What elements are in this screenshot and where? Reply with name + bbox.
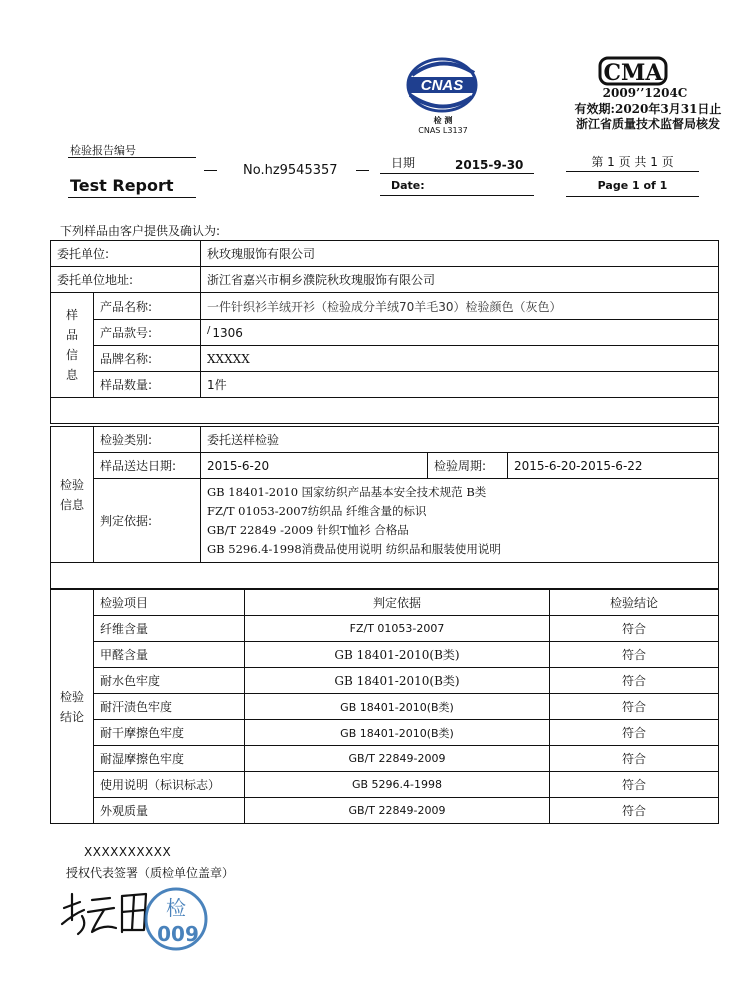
table-row bbox=[51, 267, 719, 293]
results-table bbox=[50, 589, 719, 824]
client-address-value: 浙江省嘉兴市桐乡濮院秋玫瑰服饰有限公司 bbox=[201, 267, 719, 293]
divider bbox=[204, 170, 217, 171]
table-row bbox=[51, 372, 719, 398]
table-row bbox=[51, 427, 719, 453]
arrival-date-label: 样品送达日期: bbox=[94, 453, 201, 479]
divider bbox=[566, 171, 699, 172]
table-row bbox=[51, 720, 719, 746]
signatory-name: XXXXXXXXXX bbox=[84, 845, 172, 859]
result-basis: FZ/T 01053-2007 bbox=[245, 616, 550, 642]
page-indicator-cn: 第 1 页 共 1 页 bbox=[591, 155, 674, 169]
basis-line: GB/T 22849 -2009 针织T恤衫 合格品 bbox=[207, 522, 409, 537]
svg-text:CMA: CMA bbox=[603, 60, 663, 86]
result-item: 甲醛含量 bbox=[94, 642, 245, 668]
divider bbox=[356, 170, 369, 171]
client-sample-table bbox=[50, 240, 719, 424]
period-label: 检验周期: bbox=[428, 453, 508, 479]
result-basis: GB/T 22849-2009 bbox=[245, 798, 550, 824]
period-value: 2015-6-20-2015-6-22 bbox=[508, 453, 719, 479]
product-name-label: 产品名称: bbox=[94, 293, 201, 320]
client-unit-value: 秋玫瑰服饰有限公司 bbox=[201, 241, 719, 267]
result-item: 使用说明（标识标志） bbox=[94, 772, 245, 798]
cma-valid-until: 有效期:2020年3月31日止 bbox=[574, 102, 722, 116]
table-header-row bbox=[51, 590, 719, 616]
results-section-label: 检验结论 bbox=[59, 689, 84, 724]
basis-line: FZ/T 01053-2007纺织品 纤维含量的标识 bbox=[207, 503, 427, 518]
inspection-type-value: 委托送样检验 bbox=[201, 427, 719, 453]
divider bbox=[380, 195, 534, 196]
divider bbox=[566, 196, 699, 197]
report-title: Test Report bbox=[70, 176, 174, 195]
basis-line: GB 5296.4-1998消费品使用说明 纺织品和服装使用说明 bbox=[207, 541, 501, 556]
result-basis: GB 18401-2010(B类) bbox=[245, 668, 550, 694]
date-label-en: Date: bbox=[391, 179, 425, 192]
result-basis: GB 18401-2010(B类) bbox=[245, 642, 550, 668]
column-header-result: 检验结论 bbox=[550, 590, 719, 616]
cnas-code: CNAS L3137 bbox=[418, 126, 468, 135]
table-row bbox=[51, 798, 719, 824]
sample-section-label: 样品信息 bbox=[65, 308, 78, 382]
result-basis: GB 5296.4-1998 bbox=[245, 772, 550, 798]
result-value: 符合 bbox=[550, 720, 719, 746]
table-row bbox=[51, 616, 719, 642]
brand-label: 品牌名称: bbox=[94, 346, 201, 372]
svg-text:009: 009 bbox=[157, 922, 199, 946]
cma-number: 2009’’1204C bbox=[602, 86, 688, 100]
column-header-basis: 判定依据 bbox=[245, 590, 550, 616]
result-value: 符合 bbox=[550, 772, 719, 798]
result-value: 符合 bbox=[550, 694, 719, 720]
table-row bbox=[51, 346, 719, 372]
result-item: 耐干摩擦色牢度 bbox=[94, 720, 245, 746]
table-row bbox=[51, 320, 719, 346]
spacer-row bbox=[51, 563, 719, 589]
result-item: 耐湿摩擦色牢度 bbox=[94, 746, 245, 772]
product-number-label: 产品款号: bbox=[94, 320, 201, 346]
table-row bbox=[51, 694, 719, 720]
result-item: 耐水色牢度 bbox=[94, 668, 245, 694]
result-value: 符合 bbox=[550, 668, 719, 694]
result-value: 符合 bbox=[550, 798, 719, 824]
cnas-caption: 检 测 bbox=[433, 116, 453, 125]
divider bbox=[68, 157, 196, 158]
column-header-item: 检验项目 bbox=[94, 590, 245, 616]
table-row bbox=[51, 293, 719, 320]
cma-logo bbox=[598, 55, 668, 87]
quantity-label: 样品数量: bbox=[94, 372, 201, 398]
quantity-value: 1件 bbox=[201, 372, 719, 398]
table-row bbox=[51, 668, 719, 694]
result-value: 符合 bbox=[550, 616, 719, 642]
result-basis: GB/T 22849-2009 bbox=[245, 746, 550, 772]
brand-value: XXXXX bbox=[201, 346, 719, 372]
intro-text: 下列样品由客户提供及确认为: bbox=[60, 224, 221, 238]
divider bbox=[380, 173, 534, 174]
page-indicator-en: Page 1 of 1 bbox=[597, 179, 668, 192]
table-row bbox=[51, 479, 719, 563]
divider bbox=[68, 197, 196, 198]
table-row bbox=[51, 772, 719, 798]
inspection-type-label: 检验类别: bbox=[94, 427, 201, 453]
product-number-value: 1306 bbox=[212, 326, 243, 340]
table-row bbox=[51, 453, 719, 479]
result-item: 耐汗渍色牢度 bbox=[94, 694, 245, 720]
result-item: 纤维含量 bbox=[94, 616, 245, 642]
result-basis: GB 18401-2010(B类) bbox=[245, 720, 550, 746]
basis-label: 判定依据: bbox=[94, 479, 201, 563]
spacer-row bbox=[51, 398, 719, 424]
report-number: No.hz9545357 bbox=[243, 163, 338, 178]
table-row bbox=[51, 642, 719, 668]
table-row bbox=[51, 241, 719, 267]
inspection-info-table bbox=[50, 426, 719, 589]
svg-text:CNAS: CNAS bbox=[420, 77, 464, 94]
signature-label: 授权代表签署（质检单位盖章） bbox=[66, 866, 235, 880]
inspection-stamp bbox=[132, 885, 216, 951]
result-value: 符合 bbox=[550, 746, 719, 772]
result-value: 符合 bbox=[550, 642, 719, 668]
client-address-label: 委托单位地址: bbox=[51, 267, 201, 293]
result-item: 外观质量 bbox=[94, 798, 245, 824]
date-value: 2015-9-30 bbox=[455, 158, 524, 172]
arrival-date-value: 2015-6-20 bbox=[201, 453, 428, 479]
product-number-mark: / bbox=[207, 325, 211, 336]
report-number-label: 检验报告编号 bbox=[70, 144, 136, 157]
basis-list bbox=[201, 479, 719, 563]
svg-text:检: 检 bbox=[166, 896, 186, 920]
basis-line: GB 18401-2010 国家纺织产品基本安全技术规范 B类 bbox=[207, 484, 487, 499]
client-unit-label: 委托单位: bbox=[51, 241, 201, 267]
cma-issuer: 浙江省质量技术监督局核发 bbox=[575, 117, 720, 131]
date-label: 日期 bbox=[391, 156, 416, 170]
result-basis: GB 18401-2010(B类) bbox=[245, 694, 550, 720]
product-name-value: 一件针织衫羊绒开衫（检验成分羊绒70羊毛30）检验颜色（灰色） bbox=[201, 293, 719, 320]
table-row bbox=[51, 746, 719, 772]
inspection-section-label: 检验信息 bbox=[59, 477, 84, 512]
